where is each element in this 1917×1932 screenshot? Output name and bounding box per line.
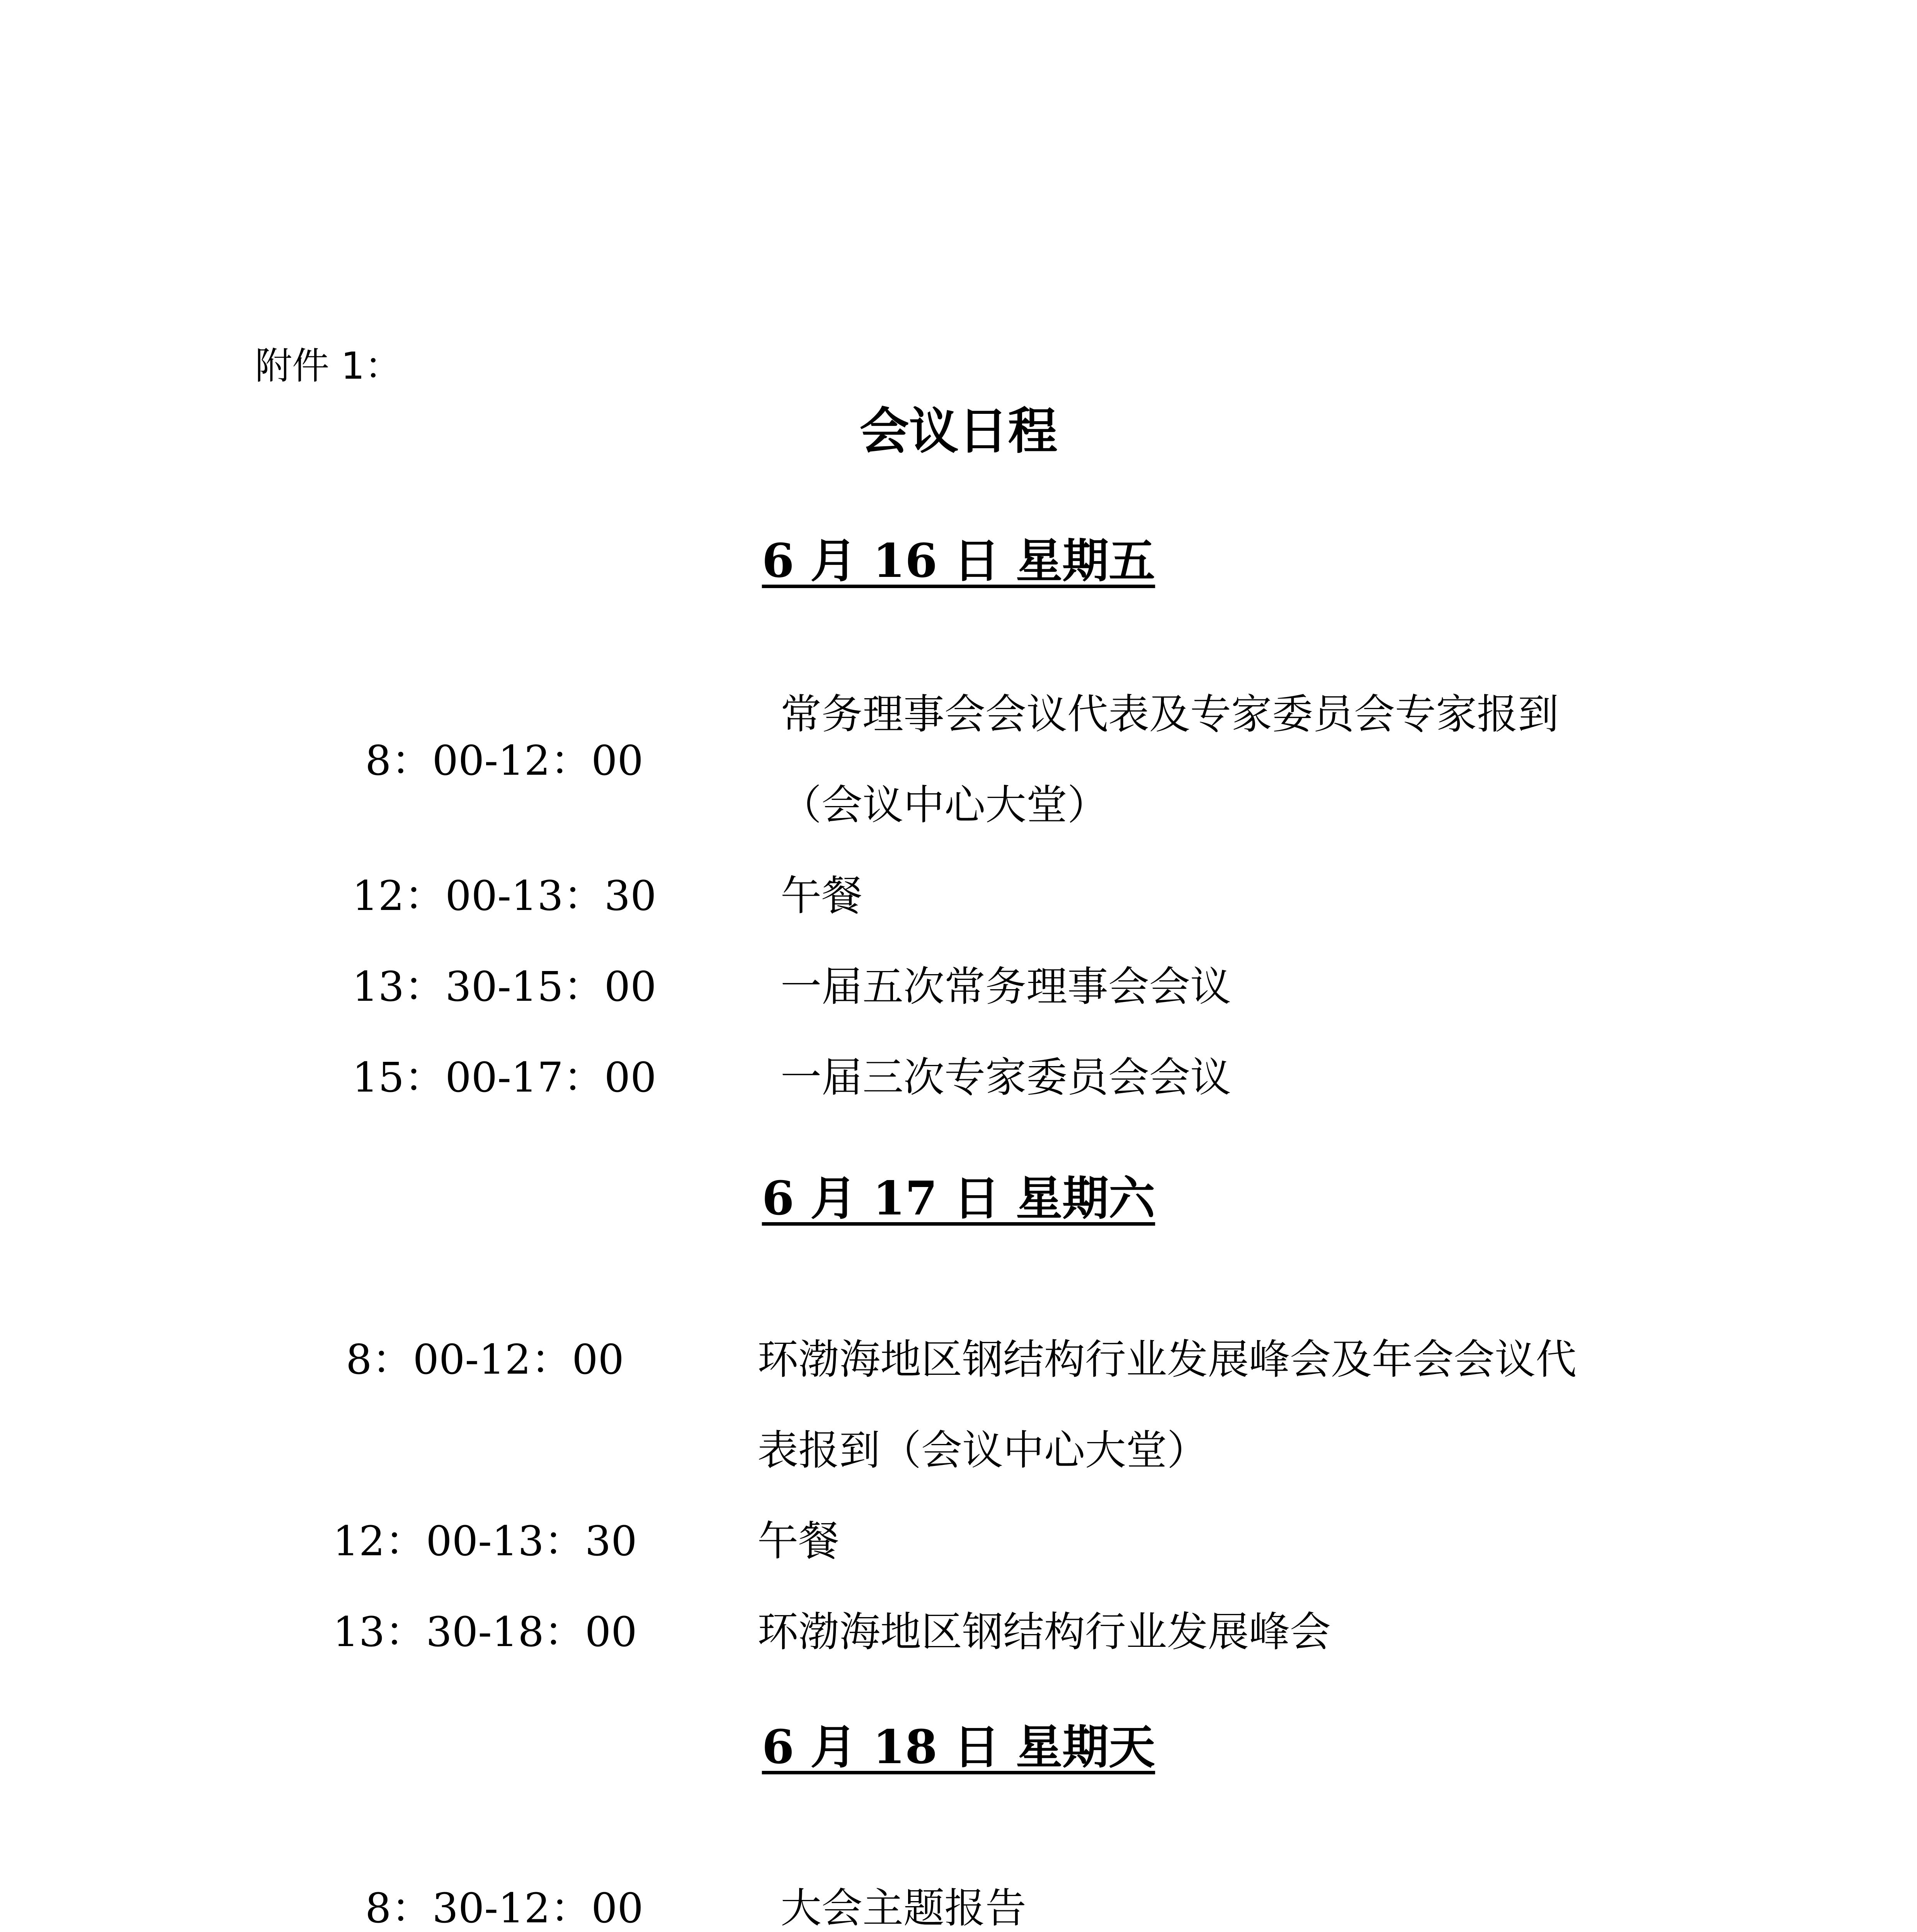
attachment-label: 附件 1： bbox=[255, 344, 402, 388]
schedule-time: 12：00-13：30 bbox=[333, 1517, 637, 1565]
schedule-event-continued: （会议中心大堂） bbox=[781, 781, 1108, 829]
day-heading-text: 6 月 17 日 星期六 bbox=[762, 1171, 1155, 1226]
schedule-event: 一届三次专家委员会会议 bbox=[781, 1054, 1231, 1101]
day-heading-text: 6 月 16 日 星期五 bbox=[762, 534, 1155, 588]
page-title: 会议日程 bbox=[859, 403, 1058, 460]
day-heading-3 bbox=[0, 1719, 1917, 1775]
schedule-event: 午餐 bbox=[757, 1517, 839, 1565]
schedule-event: 一届五次常务理事会会议 bbox=[781, 963, 1231, 1010]
schedule-event-continued: 表报到（会议中心大堂） bbox=[757, 1427, 1208, 1474]
schedule-time: 13：30-18：00 bbox=[333, 1608, 637, 1656]
schedule-time: 8：00-12：00 bbox=[346, 1336, 624, 1383]
schedule-event: 午餐 bbox=[781, 872, 862, 920]
day-heading-text: 6 月 18 日 星期天 bbox=[762, 1720, 1155, 1774]
day-heading-1 bbox=[0, 533, 1917, 589]
schedule-time: 8：30-12：00 bbox=[365, 1884, 643, 1932]
schedule-time: 13：30-15：00 bbox=[352, 963, 657, 1010]
schedule-event: 大会主题报告 bbox=[781, 1884, 1026, 1932]
schedule-time: 15：00-17：00 bbox=[352, 1054, 657, 1101]
schedule-time: 12：00-13：30 bbox=[352, 872, 657, 920]
schedule-time: 8：00-12：00 bbox=[365, 737, 643, 784]
schedule-event: 常务理事会会议代表及专家委员会专家报到 bbox=[781, 690, 1559, 738]
schedule-event: 环渤海地区钢结构行业发展峰会及年会会议代 bbox=[757, 1336, 1577, 1383]
day-heading-2 bbox=[0, 1171, 1917, 1226]
schedule-event: 环渤海地区钢结构行业发展峰会 bbox=[757, 1608, 1331, 1656]
